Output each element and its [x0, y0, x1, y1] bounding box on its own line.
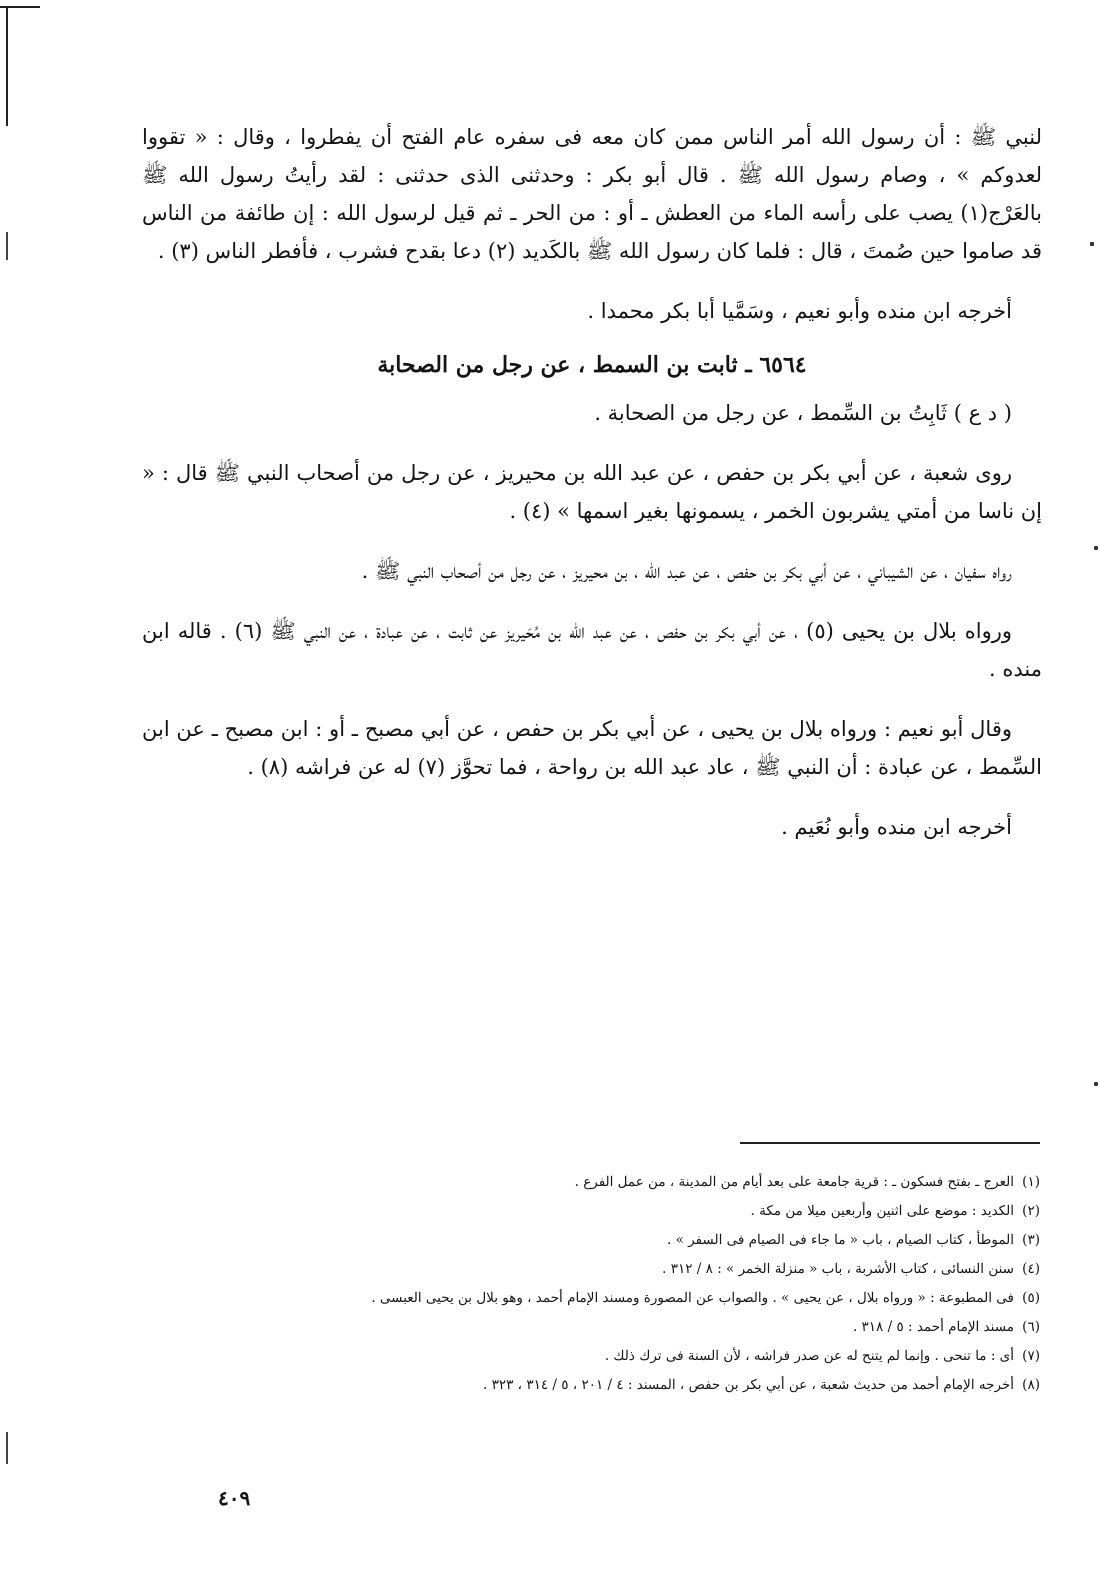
margin-tick [6, 1432, 8, 1464]
takhrij-line: أخرجه ابن منده وأبو نعيم ، وسَمَّيا أبا بكر محمدا . [587, 299, 1012, 323]
footnote-item: (٤)سنن النسائى ، كتاب الأشربة ، باب « منزلة الخمر » : ٨ / ٣١٢ . [662, 1261, 1040, 1277]
footnote-item: (١)العرج ـ بفتح فسكون ـ : قرية جامعة على بعد أيام من المدينة ، من عمل الفرع . [574, 1174, 1040, 1190]
footnote-item: (٦)مسند الإمام أحمد : ٥ / ٣١٨ . [852, 1319, 1040, 1335]
footnote-item: (٧)أى : ما تنحى . وإنما لم يتنح له عن صدر فراشه ، لأن السنة فى ترك ذلك . [604, 1348, 1040, 1364]
footnote-item: (٥)فى المطبوعة : « ورواه بلال ، عن يحيى » . والصواب عن المصورة ومسند الإمام أحمد ، وهو بلال بن يحيى العبسى . [371, 1290, 1040, 1306]
hadith-narration: روى شعبة ، عن أبي بكر بن حفص ، عن عبد الله بن محيريز ، عن رجل من أصحاب النبي ﷺ قال : « إن ناسا من أمتي يشربون الخمر ، يسمونها بغير اسمها » (٤) . [142, 461, 1042, 523]
corner-mark-vertical [6, 6, 8, 126]
scan-speck [1094, 546, 1098, 550]
footnote-separator [740, 1142, 1040, 1144]
takhrij-closing: أخرجه ابن منده وأبو نُعَيم . [781, 815, 1012, 839]
footnotes [160, 1168, 1040, 1400]
footnote-item: (٢)الكديد : موضع على اثنين وأربعين ميلا من مكة . [750, 1203, 1040, 1219]
entry-heading: ٦٥٦٤ ـ ثابت بن السمط ، عن رجل من الصحابة [377, 352, 807, 378]
footnote-item: (٣)الموطأ ، كتاب الصيام ، باب « ما جاء فى الصيام فى السفر » . [667, 1232, 1040, 1248]
page-body [142, 118, 1042, 868]
margin-tick [6, 232, 8, 260]
page-number: ٤٠٩ [218, 1486, 251, 1510]
narration-abu-nuaym: وقال أبو نعيم : ورواه بلال بن يحيى ، عن أبي بكر بن حفص ، عن أبي مصبح ـ أو : ابن مصبح ـ عن ابن السِّمط ، عن عبادة : أن النبي ﷺ ، عاد عبد الله بن رواحة ، فما تحوَّز (٧) له عن فراشه (٨) . [142, 717, 1042, 779]
narration-sufyan: رواه سفيان ، عن الشيباني ، عن أبي بكر بن حفص ، عن عبد الله ، بن محيريز ، عن رجل من أصحاب النبي ﷺ . [361, 559, 1012, 583]
narration-bilal: ورواه بلال بن يحيى (٥) ، عن أبي بكر بن حفص ، عن عبد الله بن مُحَيريز عن ثابت ، عن عبادة ، عن النبي ﷺ (٦) . قاله ابن منده . [142, 619, 1042, 681]
scan-speck [1090, 242, 1094, 246]
narration-paragraph: لنبي ﷺ : أن رسول الله أمر الناس ممن كان معه فى سفره عام الفتح أن يفطروا ، وقال : « تقووا لعدوكم » ، وصام رسول الله ﷺ . قال أبو بكر : وحدثنى الذى حدثنى : لقد رأيتُ رسول الله ﷺ بالعَرْج(١) يصب على رأسه الماء من العطش ـ أو : من الحر ـ ثم قيل لرسول الله : إن طائفة من الناس قد صاموا حين صُمتَ ، قال : فلما كان رسول الله ﷺ بالكَديد (٢) دعا بقدح فشرب ، فأفطر الناس (٣) . [142, 125, 1042, 263]
scan-speck [1094, 1082, 1098, 1086]
entry-intro: ( د ع ) ثَابِتُ بن السِّمط ، عن رجل من الصحابة . [594, 401, 1012, 425]
footnote-item: (٨)أخرجه الإمام أحمد من حديث شعبة ، عن أبي بكر بن حفص ، المسند : ٤ / ٢٠١ ، ٥ / ٣١٤ ، ٣٢٣ . [483, 1377, 1040, 1393]
